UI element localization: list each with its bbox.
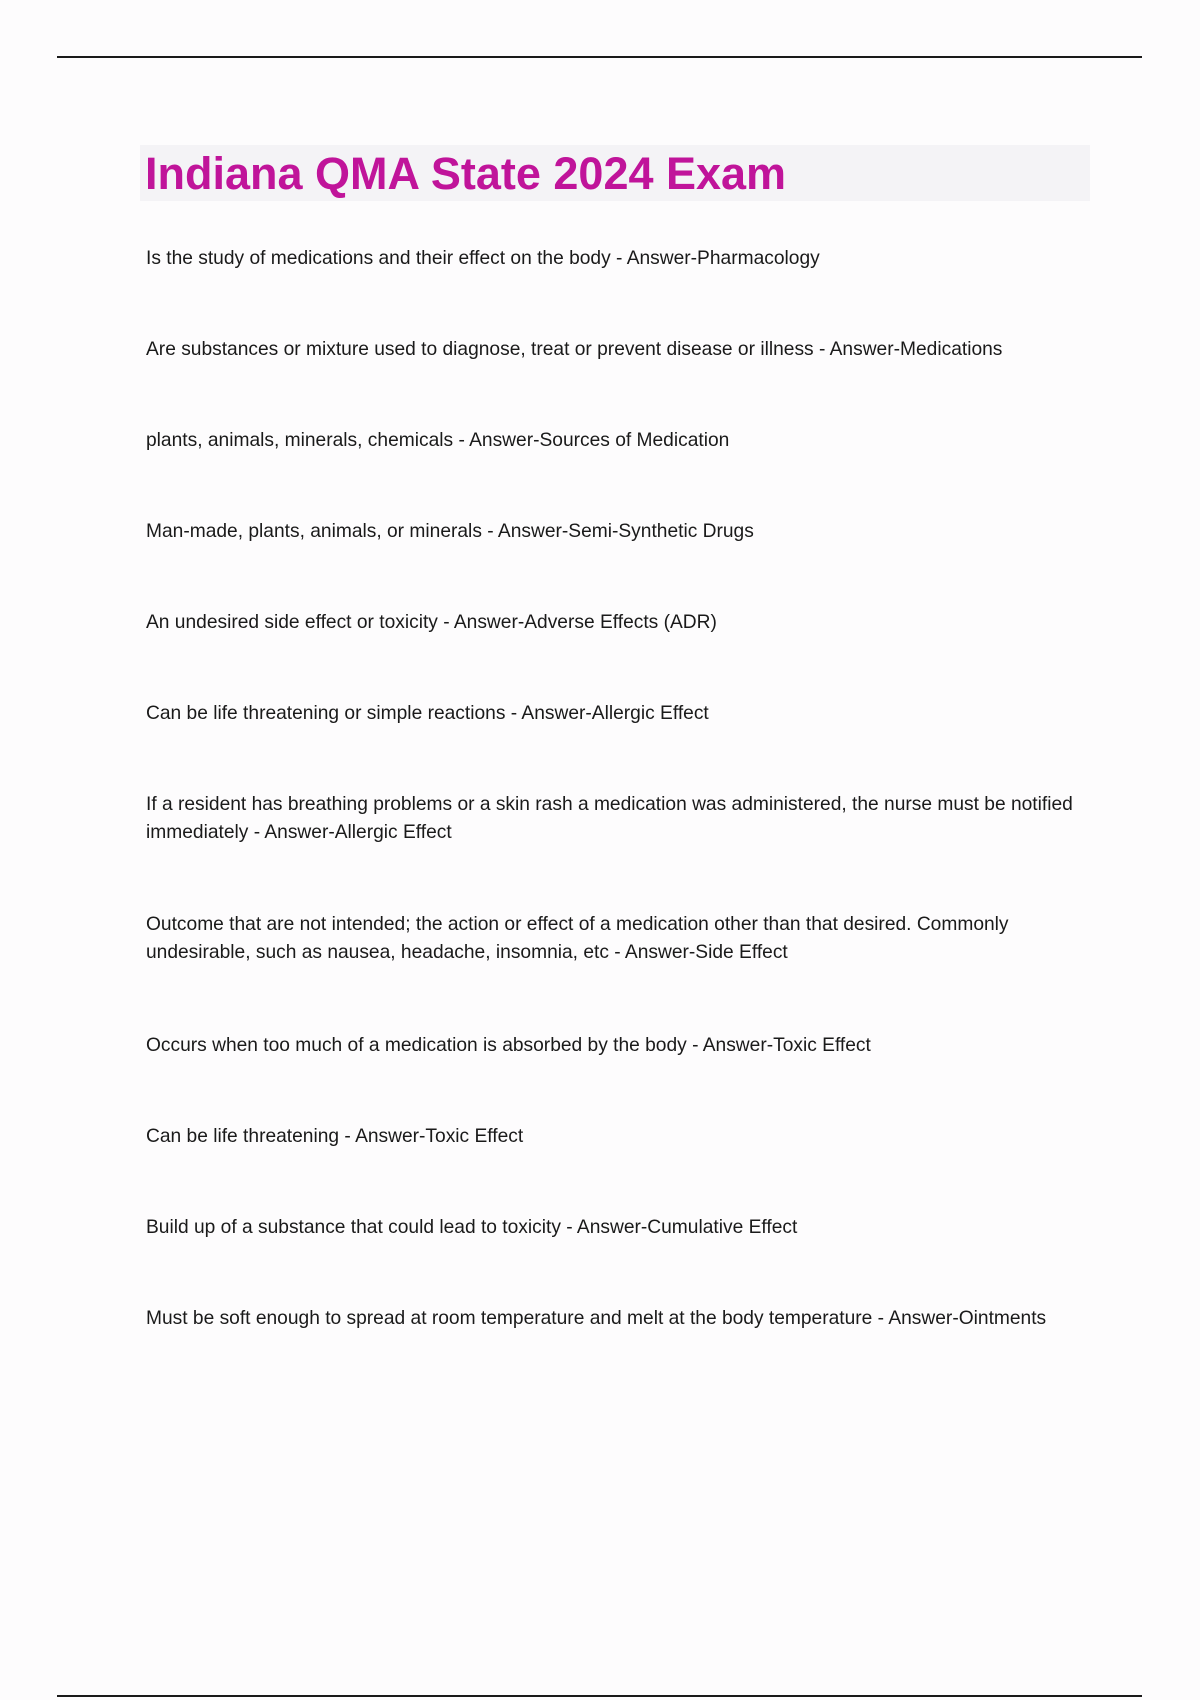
question-item: Man-made, plants, animals, or minerals - Answer-Semi-Synthetic Drugs	[146, 521, 754, 542]
top-rule	[57, 56, 1142, 58]
question-item: Can be life threatening or simple reactions - Answer-Allergic Effect	[146, 703, 709, 724]
question-item: plants, animals, minerals, chemicals - Answer-Sources of Medication	[146, 430, 730, 451]
question-item: Are substances or mixture used to diagnose, treat or prevent disease or illness - Answer-Medications	[146, 339, 1003, 360]
question-item: Build up of a substance that could lead to toxicity - Answer-Cumulative Effect	[146, 1217, 798, 1238]
bottom-rule	[57, 1695, 1142, 1697]
document-title: Indiana QMA State 2024 Exam	[145, 148, 787, 199]
question-item: Must be soft enough to spread at room temperature and melt at the body temperature - Answer-Ointments	[146, 1308, 1047, 1329]
question-item: Outcome that are not intended; the action or effect of a medication other than that desired. Commonly undesirable, such as nausea, headache, insomnia, etc - Answer-Side Effect	[146, 914, 1009, 963]
question-item: Occurs when too much of a medication is absorbed by the body - Answer-Toxic Effect	[146, 1035, 871, 1056]
question-item: If a resident has breathing problems or a skin rash a medication was administered, the nurse must be notified immediately - Answer-Allergic Effect	[146, 794, 1073, 843]
question-item: Can be life threatening - Answer-Toxic Effect	[146, 1126, 524, 1147]
question-item: An undesired side effect or toxicity - Answer-Adverse Effects (ADR)	[146, 612, 717, 633]
question-item: Is the study of medications and their effect on the body - Answer-Pharmacology	[146, 248, 820, 269]
